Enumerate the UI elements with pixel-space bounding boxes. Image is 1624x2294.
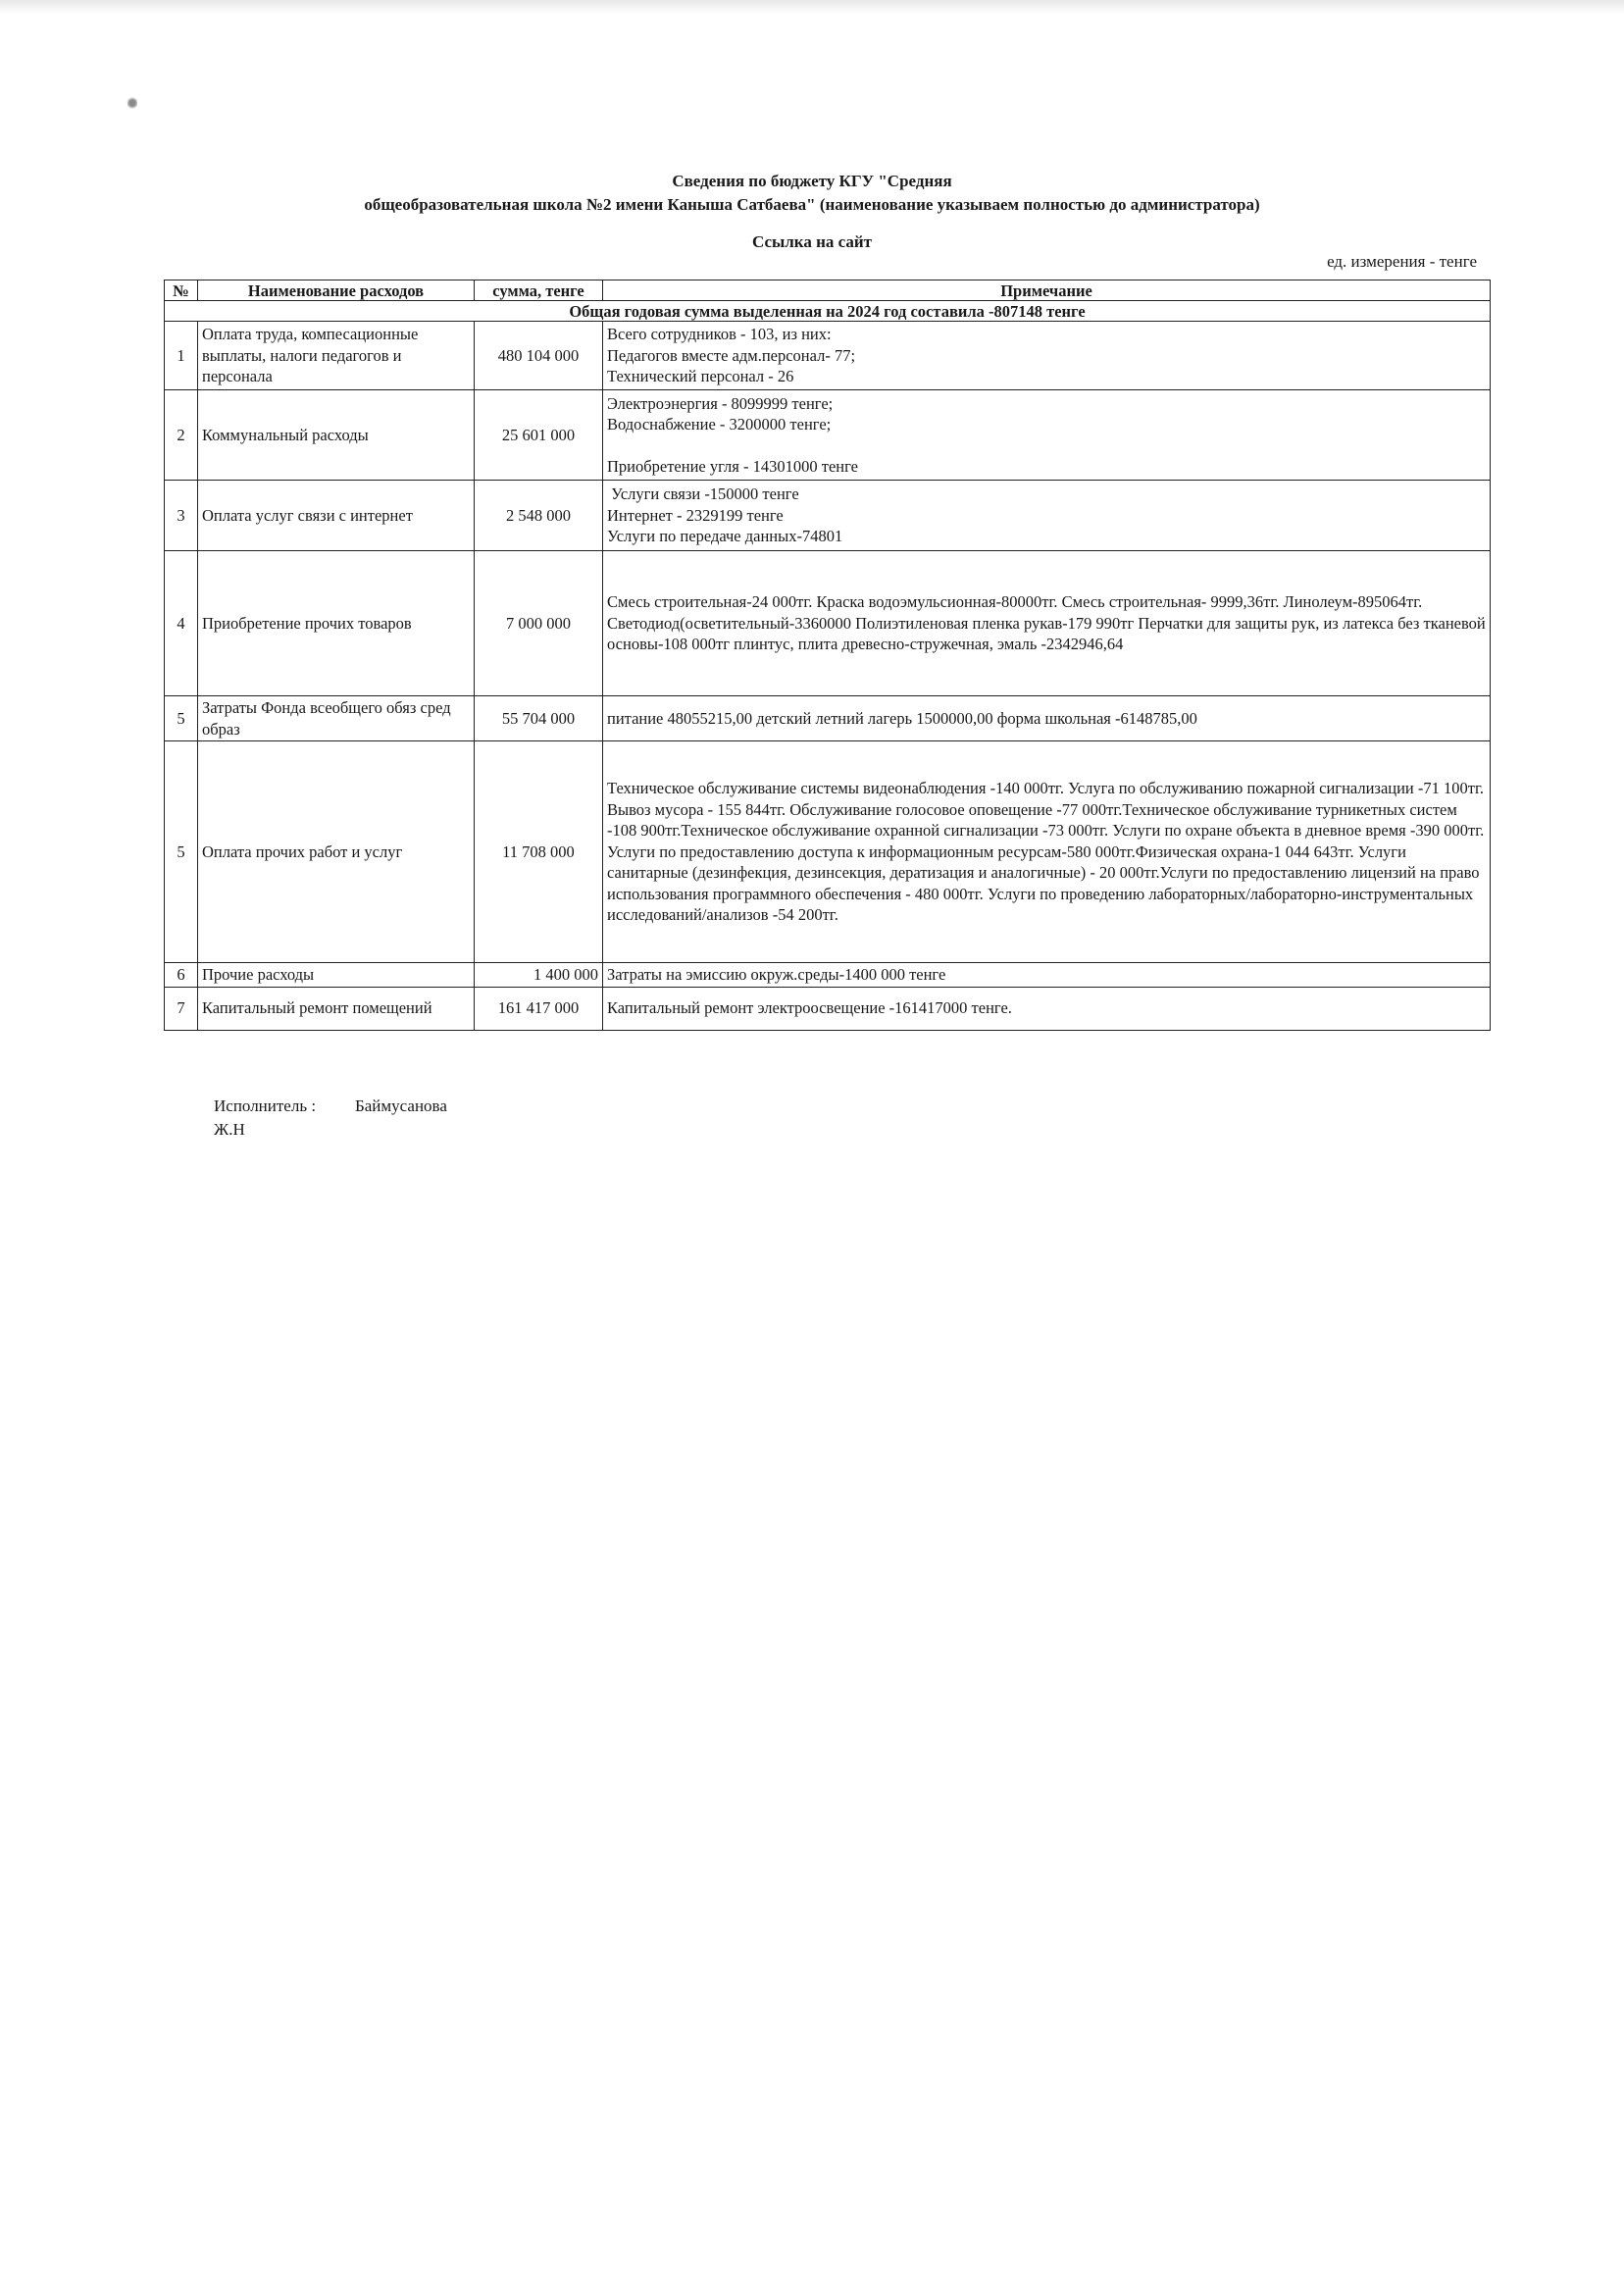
unit-label: ед. измерения - тенге bbox=[1327, 252, 1477, 271]
scan-edge bbox=[0, 0, 1624, 14]
note-line: Всего сотрудников - 103, из них: bbox=[607, 325, 832, 344]
row-sum: 161 417 000 bbox=[475, 987, 603, 1030]
table-row bbox=[165, 963, 1491, 988]
row-name: Прочие расходы bbox=[198, 963, 475, 988]
row-num: 5 bbox=[165, 741, 198, 963]
note-line: Услуги связи -150000 тенге bbox=[607, 484, 799, 504]
row-note bbox=[603, 481, 1491, 551]
executor-initials: Ж.Н bbox=[214, 1120, 245, 1139]
row-num: 2 bbox=[165, 390, 198, 481]
row-note: Капитальный ремонт электроосвещение -161417000 тенге. bbox=[603, 987, 1491, 1030]
row-note: Затраты на эмиссию окруж.среды-1400 000 тенге bbox=[603, 963, 1491, 988]
table-row bbox=[165, 741, 1491, 963]
table-row bbox=[165, 322, 1491, 390]
row-note: питание 48055215,00 детский летний лагерь 1500000,00 форма школьная -6148785,00 bbox=[603, 696, 1491, 741]
table-row bbox=[165, 481, 1491, 551]
note-line: Услуги по передаче данных-74801 bbox=[607, 527, 843, 546]
note-line: Педагогов вместе адм.персонал- 77; bbox=[607, 345, 856, 365]
total-amount: Общая годовая сумма выделенная на 2024 год составила -807148 тенге bbox=[165, 301, 1491, 322]
row-note: Смесь строительная-24 000тг. Краска водоэмульсионная-80000тг. Смесь строительная- 9999,36тг. Линолеум-895064тг. Светодиод(осветительный-3360000 Полиэтиленовая пленка рукав-179 990тг Перчатки для защиты рук, из латекса без тканевой основы-108 000тг плинтус, плита древесно-стружечная, эмаль -2342946,64 bbox=[603, 551, 1491, 696]
header-sum: сумма, тенге bbox=[475, 280, 603, 301]
row-sum: 25 601 000 bbox=[475, 390, 603, 481]
note-line: Водоснабжение - 3200000 тенге; bbox=[607, 415, 832, 433]
row-name: Оплата услуг связи с интернет bbox=[198, 481, 475, 551]
header-num: № bbox=[165, 280, 198, 301]
row-num: 5 bbox=[165, 696, 198, 741]
title-line-2: общеобразовательная школа №2 имени Каныша Сатбаева" (наименование указываем полностью до администратора) bbox=[364, 195, 1260, 214]
row-note: Техническое обслуживание системы видеонаблюдения -140 000тг. Услуга по обслуживанию пожарной сигнализации -71 100тг. Вывоз мусора - 155 844тг. Обслуживание голосовое оповещение -77 000тг.Техническое обслуживание турникетных систем -108 900тг.Техническое обслуживание охранной сигнализации -73 000тг. Услуги по охране объекта в дневное время -390 000тг. Услуги по предоставлению доступа к информационным ресурсам-580 000тг.Физическая охрана-1 044 643тг. Услуги санитарные (дезинфекция, дезинсекция, дератизация и аналогичные) - 20 000тг.Услуги по предоставлению лицензий на право использования программного обеспечения - 480 000тг. Услуги по проведению лабораторных/лабораторно-инструментальных исследований/анализов -54 200тг. bbox=[603, 741, 1491, 963]
table-row bbox=[165, 696, 1491, 741]
row-sum: 1 400 000 bbox=[475, 963, 603, 988]
header-note: Примечание bbox=[603, 280, 1491, 301]
table-row bbox=[165, 551, 1491, 696]
row-sum: 11 708 000 bbox=[475, 741, 603, 963]
executor-label: Исполнитель : bbox=[214, 1096, 317, 1115]
executor-block bbox=[214, 1095, 447, 1142]
executor-surname: Баймусанова bbox=[355, 1096, 447, 1115]
row-sum: 2 548 000 bbox=[475, 481, 603, 551]
table-header-row bbox=[165, 280, 1491, 301]
scan-speck bbox=[127, 94, 137, 112]
row-sum: 55 704 000 bbox=[475, 696, 603, 741]
title-line-1: Сведения по бюджету КГУ "Средняя bbox=[672, 172, 952, 190]
table-row bbox=[165, 987, 1491, 1030]
row-num: 3 bbox=[165, 481, 198, 551]
row-name: Оплата труда, компесационные выплаты, налоги педагогов и персонала bbox=[198, 322, 475, 390]
row-name: Коммунальный расходы bbox=[198, 390, 475, 481]
row-num: 4 bbox=[165, 551, 198, 696]
row-num: 6 bbox=[165, 963, 198, 988]
total-row bbox=[165, 301, 1491, 322]
note-line: Электроэнергия - 8099999 тенге; bbox=[607, 393, 834, 413]
note-line bbox=[607, 435, 1486, 457]
row-name: Оплата прочих работ и услуг bbox=[198, 741, 475, 963]
row-name: Капитальный ремонт помещений bbox=[198, 987, 475, 1030]
row-name: Затраты Фонда всеобщего обяз сред образ bbox=[198, 696, 475, 741]
note-line: Технический персонал - 26 bbox=[607, 367, 794, 386]
budget-table bbox=[164, 280, 1491, 1031]
row-num: 1 bbox=[165, 322, 198, 390]
note-line: Интернет - 2329199 тенге bbox=[607, 505, 784, 525]
row-sum: 480 104 000 bbox=[475, 322, 603, 390]
row-name: Приобретение прочих товаров bbox=[198, 551, 475, 696]
header-name: Наименование расходов bbox=[198, 280, 475, 301]
site-link-label: Ссылка на сайт bbox=[751, 232, 873, 251]
table-row bbox=[165, 390, 1491, 481]
row-note bbox=[603, 322, 1491, 390]
row-num: 7 bbox=[165, 987, 198, 1030]
row-note bbox=[603, 390, 1491, 481]
note-line: Приобретение угля - 14301000 тенге bbox=[607, 457, 858, 476]
row-sum: 7 000 000 bbox=[475, 551, 603, 696]
